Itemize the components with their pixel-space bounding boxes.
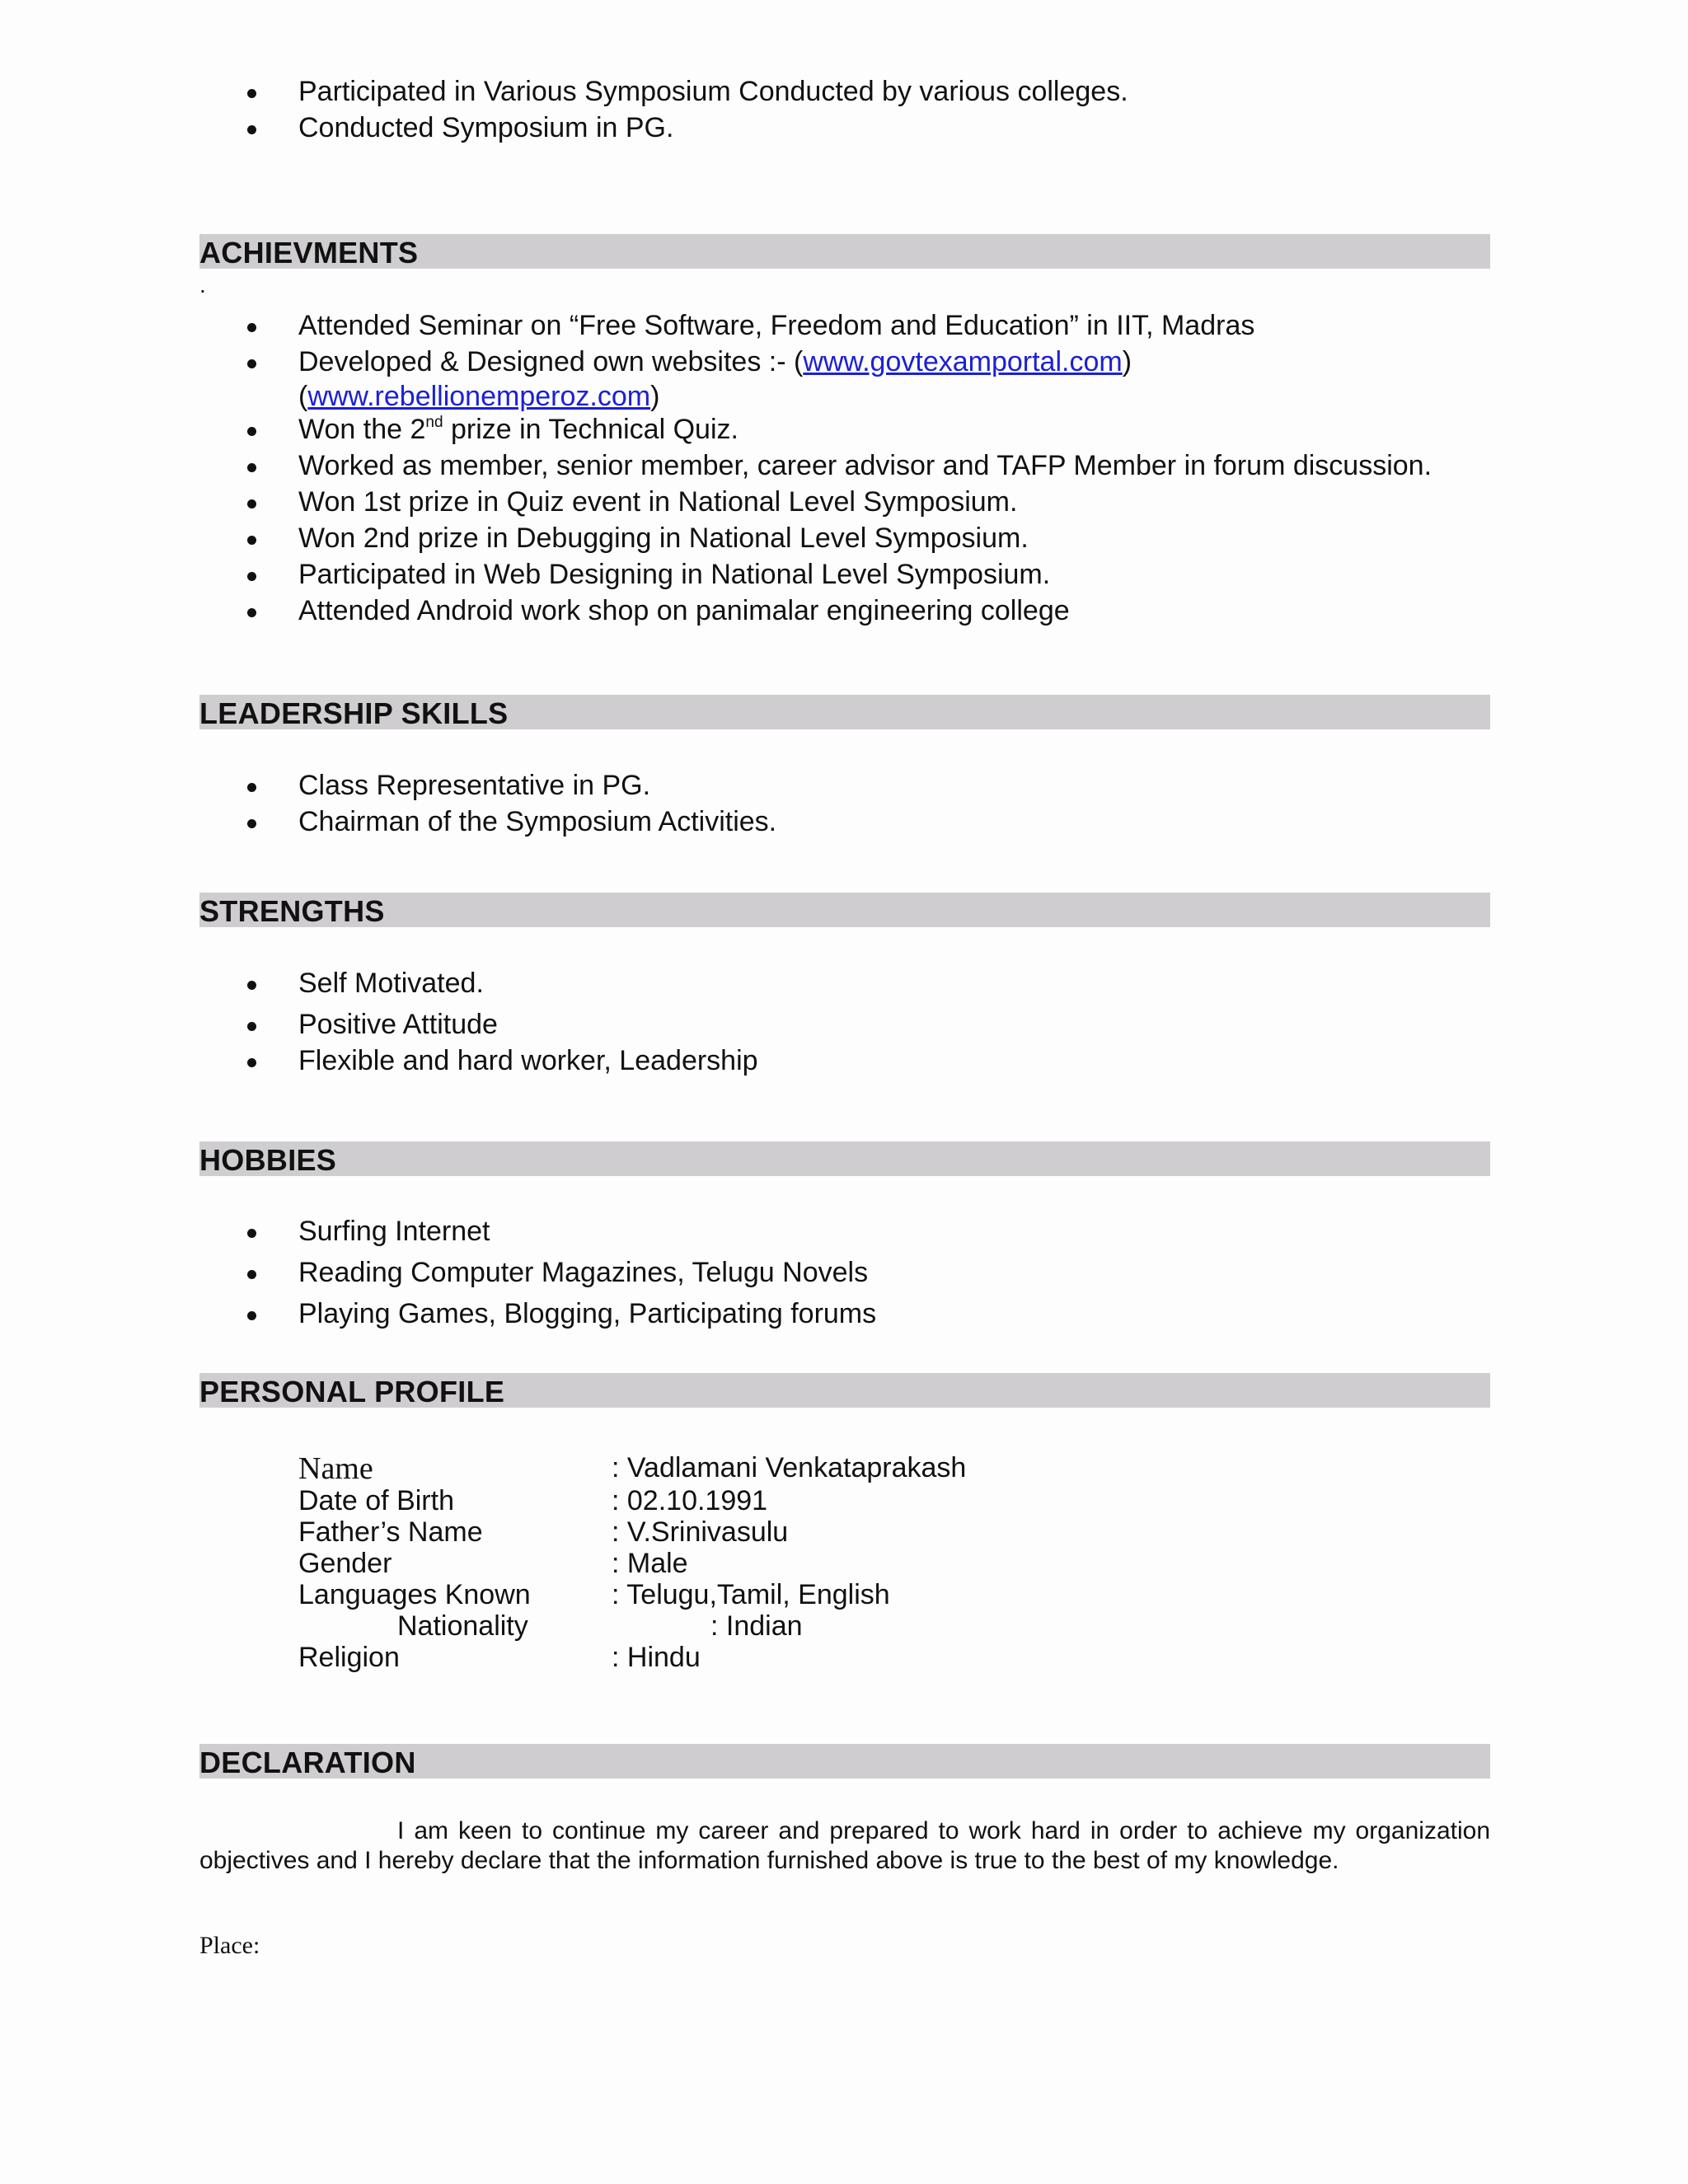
profile-value-father: : V.Srinivasulu (612, 1516, 789, 1548)
achievement-item-websites-cont (298, 381, 659, 413)
bullet-icon (247, 427, 256, 436)
achievement-item: Won 2nd prize in Debugging in National Level Symposium. (298, 523, 1029, 554)
strength-item: Self Motivated. (298, 968, 484, 999)
section-heading-hobbies: HOBBIES (199, 1141, 1490, 1176)
bullet-icon (247, 463, 256, 472)
achievement-item: Won 1st prize in Quiz event in National Level Symposium. (298, 486, 1018, 518)
intro-item: Participated in Various Symposium Conducted by various colleges. (298, 76, 1128, 107)
hobby-item: Playing Games, Blogging, Participating forums (298, 1298, 877, 1329)
bullet-icon (247, 323, 256, 332)
text: Won the 2 (298, 414, 426, 445)
profile-value-gender: : Male (612, 1548, 688, 1579)
profile-label-name: Name (298, 1451, 373, 1486)
bullet-icon (247, 783, 256, 792)
stray-mark: . (199, 272, 206, 298)
text: prize in Technical Quiz. (443, 414, 738, 445)
hobby-item: Surfing Internet (298, 1216, 490, 1247)
section-heading-declaration: DECLARATION (199, 1744, 1490, 1779)
section-heading-leadership: LEADERSHIP SKILLS (199, 695, 1490, 729)
intro-item: Conducted Symposium in PG. (298, 112, 674, 143)
bullet-icon (247, 499, 256, 509)
profile-label-dob: Date of Birth (298, 1485, 454, 1516)
websites-text: Developed & Designed own websites :- ( (298, 346, 804, 377)
section-heading-strengths: STRENGTHS (199, 893, 1490, 927)
profile-value-dob: : 02.10.1991 (612, 1485, 768, 1516)
bullet-icon (247, 89, 256, 98)
achievement-item (298, 414, 738, 446)
bullet-icon (247, 608, 256, 617)
section-heading-profile: PERSONAL PROFILE (199, 1373, 1490, 1408)
bullet-icon (247, 536, 256, 545)
profile-label-father: Father’s Name (298, 1516, 483, 1548)
bullet-icon (247, 1229, 256, 1238)
profile-value-languages: : Telugu,Tamil, English (612, 1579, 890, 1610)
profile-value-nationality: : Indian (710, 1610, 803, 1642)
leadership-item: Class Representative in PG. (298, 770, 651, 801)
bullet-icon (247, 1311, 256, 1320)
bullet-icon (247, 981, 256, 990)
bullet-icon (247, 1058, 256, 1067)
place-label: Place: (199, 1932, 260, 1959)
section-heading-achievements: ACHIEVMENTS (199, 234, 1490, 269)
profile-label-languages: Languages Known (298, 1579, 531, 1610)
profile-label-nationality: Nationality (397, 1610, 528, 1642)
bullet-icon (247, 1270, 256, 1279)
profile-value-name: : Vadlamani Venkataprakash (612, 1452, 967, 1483)
paren: ) (650, 381, 660, 412)
achievement-item: Attended Android work shop on panimalar engineering college (298, 595, 1070, 626)
paren: ) (1122, 346, 1132, 377)
website-link-govtexamportal[interactable]: www.govtexamportal.com (803, 346, 1123, 377)
achievement-item: Participated in Web Designing in National Level Symposium. (298, 559, 1051, 590)
website-link-rebellionemperoz[interactable]: www.rebellionemperoz.com (307, 381, 651, 412)
bullet-icon (247, 819, 256, 828)
profile-label-gender: Gender (298, 1548, 392, 1579)
bullet-icon (247, 359, 256, 368)
profile-label-religion: Religion (298, 1642, 400, 1673)
strength-item: Positive Attitude (298, 1009, 498, 1040)
hobby-item: Reading Computer Magazines, Telugu Novels (298, 1257, 869, 1288)
bullet-icon (247, 125, 256, 134)
superscript: nd (425, 414, 443, 431)
strength-item: Flexible and hard worker, Leadership (298, 1045, 758, 1076)
achievement-item-websites (298, 346, 1132, 378)
declaration-text-line1: I am keen to continue my career and prepared to work hard in order to achieve my organization (397, 1817, 1490, 1844)
bullet-icon (247, 1022, 256, 1031)
profile-value-religion: : Hindu (612, 1642, 701, 1673)
bullet-icon (247, 572, 256, 581)
achievement-item: Worked as member, senior member, career advisor and TAFP Member in forum discussion. (298, 450, 1432, 481)
declaration-text-line2: objectives and I hereby declare that the information furnished above is true to the best of my knowledge. (199, 1847, 1339, 1874)
paren: ( (298, 381, 308, 412)
achievement-item: Attended Seminar on “Free Software, Freedom and Education” in IIT, Madras (298, 310, 1255, 341)
leadership-item: Chairman of the Symposium Activities. (298, 806, 777, 837)
